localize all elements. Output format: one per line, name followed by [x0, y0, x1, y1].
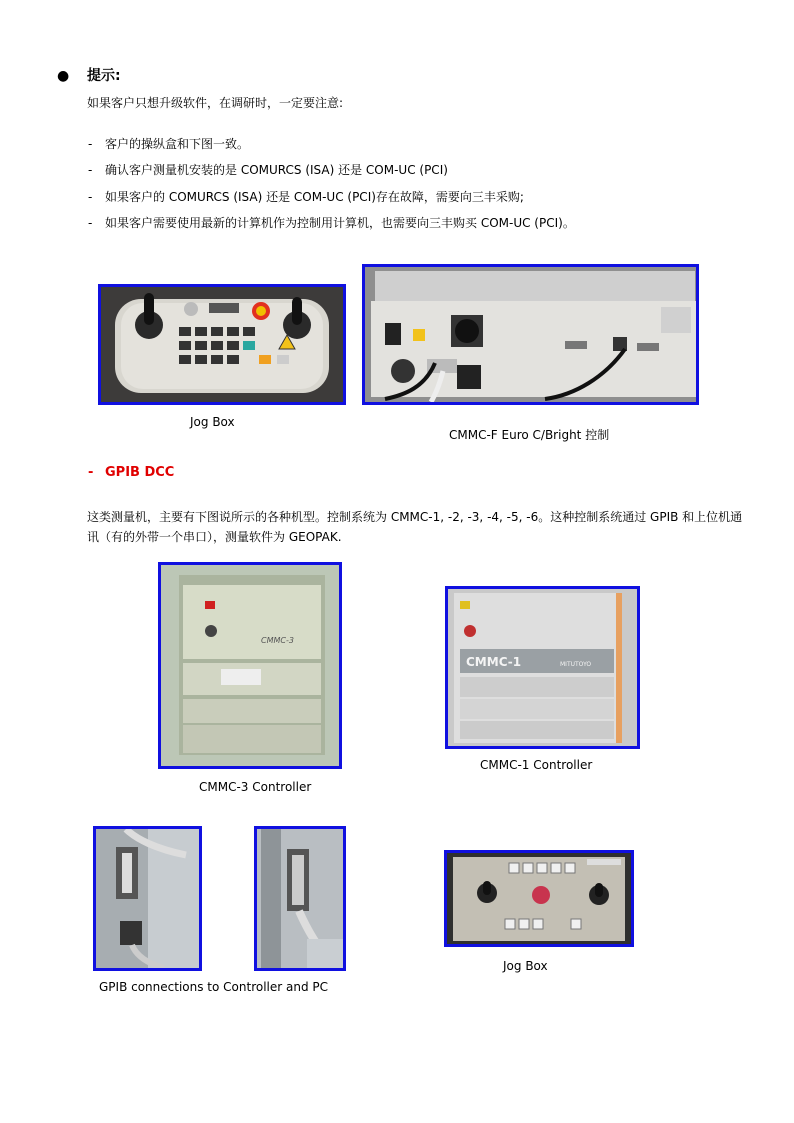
hint-item-3-dash: - [88, 190, 93, 204]
cmmc-1-photo [445, 586, 640, 749]
gpib-dash: - [88, 465, 94, 480]
cmmc-3-caption: CMMC-3 Controller [199, 780, 312, 794]
cmmc-3-photo [158, 562, 342, 769]
hint-item-2-dash: - [88, 163, 93, 177]
jog-box-2-photo [444, 850, 634, 947]
hint-item-1: 客户的操纵盒和下图一致。 [105, 137, 250, 151]
hint-item-2: 确认客户测量机安装的是 COMURCS (ISA) 还是 COM-UC (PCI) [105, 163, 448, 177]
gpib-connection-controller-photo [93, 826, 202, 971]
bullet-marker: ● [57, 68, 70, 84]
hint-item-4-dash: - [88, 216, 93, 230]
hint-item-3: 如果客户的 COMURCS (ISA) 还是 COM-UC (PCI)存在故障，需要向三丰采购; [105, 190, 524, 204]
hint-intro: 如果客户只想升级软件，在调研时，一定要注意: [87, 96, 344, 110]
jog-box-caption: Jog Box [190, 415, 235, 429]
cmmc-1-panel-label: CMMC-1 [466, 655, 522, 669]
gpib-paragraph: 这类测量机，主要有下图说所示的各种机型。控制系统为 CMMC-1, -2, -3, -4, -5, -6。这种控制系统通过 GPIB 和上位机通讯（有的外带一个串口），测量软件为 GEOPAK. [87, 510, 743, 544]
hint-title: 提示: [87, 68, 121, 84]
cmmc-3-panel-label: CMMC-3 [261, 636, 294, 645]
jog-box-photo [98, 284, 346, 405]
hint-item-1-dash: - [88, 137, 93, 151]
jog-box-2-caption: Jog Box [503, 959, 548, 973]
cmmc-1-caption: CMMC-1 Controller [480, 758, 593, 772]
gpib-title: GPIB DCC [105, 465, 175, 480]
hint-item-4: 如果客户需要使用最新的计算机作为控制用计算机，也需要向三丰购买 COM-UC (PCI)。 [105, 216, 575, 230]
cmmc-f-photo [362, 264, 699, 405]
cmmc-f-caption: CMMC-F Euro C/Bright 控制 [449, 428, 610, 442]
gpib-connection-pc-photo [254, 826, 346, 971]
gpib-connections-caption: GPIB connections to Controller and PC [99, 980, 329, 994]
mitutoyo-label: MITUTOYO [560, 661, 592, 668]
